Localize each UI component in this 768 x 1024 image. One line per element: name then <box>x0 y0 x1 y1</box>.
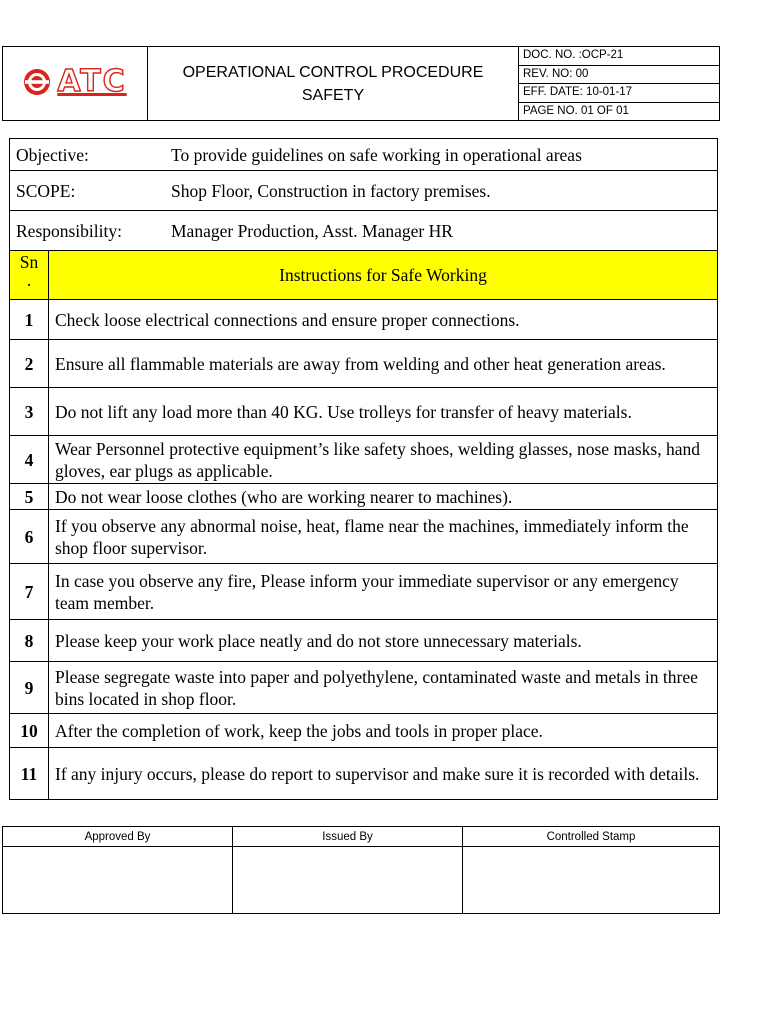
serial-number-header <box>10 251 49 300</box>
instruction-text: If any injury occurs, please do report to supervisor and make sure it is recorded with details. <box>49 748 718 800</box>
issued-by-label: Issued By <box>233 827 463 847</box>
serial-number: 9 <box>10 662 49 714</box>
objective-label: Objective: <box>16 144 89 165</box>
scope-label: SCOPE: <box>16 180 76 201</box>
instruction-text: Ensure all flammable materials are away from welding and other heat generation areas. <box>49 340 718 388</box>
approved-by-signature-box <box>3 847 233 914</box>
table-row <box>10 662 718 714</box>
instruction-text: In case you observe any fire, Please inform your immediate supervisor or any emergency team member. <box>49 564 718 620</box>
instruction-text: Wear Personnel protective equipment’s like safety shoes, welding glasses, nose masks, hand gloves, ear plugs as applicable. <box>49 436 718 484</box>
table-row <box>10 564 718 620</box>
serial-number: 3 <box>10 388 49 436</box>
serial-number: 2 <box>10 340 49 388</box>
table-row <box>10 748 718 800</box>
approval-block <box>2 826 720 914</box>
table-row <box>10 510 718 564</box>
responsibility-label: Responsibility: <box>16 220 122 241</box>
table-row <box>10 436 718 484</box>
instruction-text: If you observe any abnormal noise, heat, flame near the machines, immediately inform the shop floor supervisor. <box>49 510 718 564</box>
instruction-text: After the completion of work, keep the jobs and tools in proper place. <box>49 714 718 748</box>
table-row <box>10 300 718 340</box>
title-line-2: SAFETY <box>301 86 365 104</box>
serial-number: 10 <box>10 714 49 748</box>
serial-number: 1 <box>10 300 49 340</box>
instruction-text: Please keep your work place neatly and do not store unnecessary materials. <box>49 620 718 662</box>
scope-value: Shop Floor, Construction in factory premises. <box>171 180 491 201</box>
serial-number: 5 <box>10 484 49 510</box>
issued-by-signature-box <box>233 847 463 914</box>
revision-number: REV. NO: 00 <box>519 65 720 84</box>
approval-header-row <box>3 827 720 847</box>
effective-date: EFF. DATE: 10-01-17 <box>519 84 720 103</box>
table-row <box>10 714 718 748</box>
safety-instructions-table <box>9 138 718 800</box>
responsibility-value: Manager Production, Asst. Manager HR <box>171 220 453 241</box>
instructions-title: Instructions for Safe Working <box>49 251 718 300</box>
document-header <box>2 46 720 121</box>
serial-number: 8 <box>10 620 49 662</box>
approved-by-label: Approved By <box>3 827 233 847</box>
instructions-header-row <box>10 251 718 300</box>
table-row <box>10 620 718 662</box>
instruction-text: Check loose electrical connections and ensure proper connections. <box>49 300 718 340</box>
instruction-text: Do not lift any load more than 40 KG. Use trolleys for transfer of heavy materials. <box>49 388 718 436</box>
responsibility-row <box>10 211 718 251</box>
sn-header-text: Sn . <box>19 252 39 290</box>
serial-number: 7 <box>10 564 49 620</box>
controlled-stamp-box <box>463 847 720 914</box>
scope-row <box>10 171 718 211</box>
instruction-text: Do not wear loose clothes (who are working nearer to machines). <box>49 484 718 510</box>
serial-number: 4 <box>10 436 49 484</box>
instruction-text: Please segregate waste into paper and polyethylene, contaminated waste and metals in three bins located in shop floor. <box>49 662 718 714</box>
objective-value: To provide guidelines on safe working in operational areas <box>171 144 582 165</box>
approval-signature-row <box>3 847 720 914</box>
table-row <box>10 484 718 510</box>
doc-number: DOC. NO. :OCP-21 <box>519 47 720 66</box>
objective-row <box>10 139 718 171</box>
serial-number: 11 <box>10 748 49 800</box>
table-row <box>10 388 718 436</box>
company-logo <box>23 63 127 99</box>
controlled-stamp-label: Controlled Stamp <box>463 827 720 847</box>
logo-text: ATC <box>57 63 127 99</box>
title-line-1: OPERATIONAL CONTROL PROCEDURE <box>182 63 484 81</box>
table-row <box>10 340 718 388</box>
document-title <box>148 47 519 121</box>
atc-emblem-icon <box>23 68 51 96</box>
page-number: PAGE NO. 01 OF 01 <box>519 102 720 121</box>
logo-cell <box>3 47 148 121</box>
serial-number: 6 <box>10 510 49 564</box>
